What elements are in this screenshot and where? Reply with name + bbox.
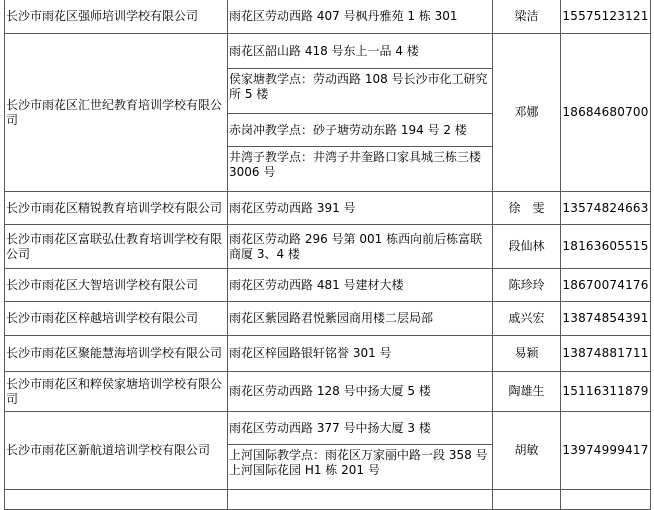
table-row: [5, 34, 651, 192]
contact-person-cell: 陈珍玲: [493, 269, 561, 302]
table-row: [5, 412, 651, 490]
contact-person-cell: [493, 490, 561, 510]
address-line: 雨花区劳动西路 377 号中扬大厦 3 楼: [228, 412, 492, 445]
address-line: 井湾子教学点：井湾子井奎路口家具城三栋三楼 3006 号: [229, 150, 482, 179]
contact-person-cell: 戚兴宏: [493, 302, 561, 336]
contact-person-cell: 胡敏: [493, 412, 561, 490]
school-name-cell: 长沙市雨花区汇世纪教育培训学校有限公司: [5, 34, 228, 192]
table-row: [5, 269, 651, 302]
school-name-cell: 长沙市雨花区梓越培训学校有限公司: [5, 302, 228, 336]
phone-cell: [561, 490, 651, 510]
table-row: [5, 302, 651, 336]
phone-cell: 13874854391: [561, 302, 651, 336]
school-name-cell: 长沙市雨花区富联弘仕教育培训学校有限公司: [5, 225, 228, 269]
phone-cell: 15116311879: [561, 372, 651, 412]
table-row: [5, 0, 651, 34]
phone-cell: 18684680700: [561, 34, 651, 192]
address-line: 上河国际教学点：雨花区万家丽中路一段 358 号上河国际花园 H1 栋 201 号: [229, 448, 488, 477]
table-row: [5, 336, 651, 372]
school-name-cell: 长沙市雨花区大智培训学校有限公司: [5, 269, 228, 302]
school-name-cell: 长沙市雨花区聚能慧海培训学校有限公司: [5, 336, 228, 372]
phone-cell: 18670074176: [561, 269, 651, 302]
address-cell: 雨花区劳动西路 391 号: [228, 192, 493, 225]
address-line: 雨花区韶山路 418 号东上一品 4 楼: [228, 34, 492, 69]
address-cell: 雨花区劳动路 296 号第 001 栋西向前后栋富联商厦 3、4 楼: [228, 225, 493, 269]
contact-person-cell: 陶雄生: [493, 372, 561, 412]
address-line: 赤岗冲教学点：砂子塘劳动东路 194 号 2 楼: [228, 114, 492, 147]
phone-cell: 13874881711: [561, 336, 651, 372]
school-name-cell: 长沙市雨花区精锐教育培训学校有限公司: [5, 192, 228, 225]
contact-person-cell: 梁洁: [493, 0, 561, 34]
table-row: [5, 372, 651, 412]
contact-person-cell: 易颖: [493, 336, 561, 372]
address-cell: 雨花区紫园路君悦紫园商用楼二层局部: [228, 302, 493, 336]
phone-cell: 13574824663: [561, 192, 651, 225]
phone-cell: 13974999417: [561, 412, 651, 490]
phone-cell: 15575123121: [561, 0, 651, 34]
address-cell: [228, 490, 493, 510]
contact-person-cell: 徐 雯: [493, 192, 561, 225]
address-cell: 雨花区劳动西路 407 号枫丹雅苑 1 栋 301: [228, 0, 493, 34]
address-cell: 雨花区劳动西路 481 号建材大楼: [228, 269, 493, 302]
school-name-cell: [5, 490, 228, 510]
table-row: [5, 490, 651, 510]
contact-person-cell: 段仙林: [493, 225, 561, 269]
table-body: [5, 0, 651, 510]
school-table: [4, 0, 651, 510]
school-name-cell: 长沙市雨花区和粹侯家塘培训学校有限公司: [5, 372, 228, 412]
address-cell: [228, 34, 493, 192]
contact-person-cell: 邓娜: [493, 34, 561, 192]
address-cell: 雨花区梓园路银轩铭誉 301 号: [228, 336, 493, 372]
table-row: [5, 225, 651, 269]
address-cell: 雨花区劳动西路 128 号中扬大厦 5 楼: [228, 372, 493, 412]
school-name-cell: 长沙市雨花区新航道培训学校有限公司: [5, 412, 228, 490]
table-row: [5, 192, 651, 225]
school-name-cell: 长沙市雨花区强师培训学校有限公司: [5, 0, 228, 34]
phone-cell: 18163605515: [561, 225, 651, 269]
address-cell: [228, 412, 493, 490]
address-line: 侯家塘教学点：劳动西路 108 号长沙市化工研究所 5 楼: [228, 69, 492, 114]
